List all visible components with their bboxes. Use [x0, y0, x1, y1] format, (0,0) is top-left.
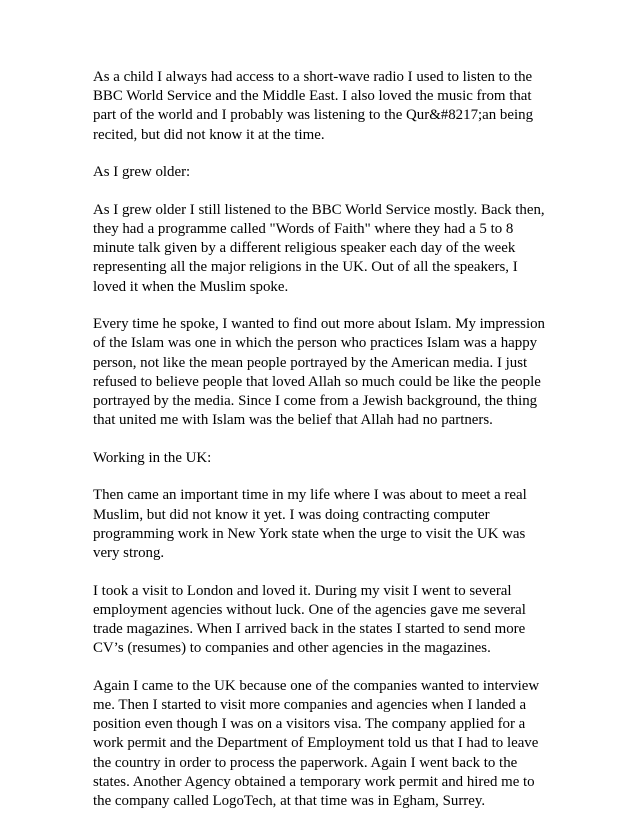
text-line: As I grew older:: [93, 164, 191, 181]
text-line: BBC World Service and the Middle East. I also loved the music from that: [93, 88, 532, 105]
text-line: Then came an important time in my life where I was about to meet a real: [93, 487, 527, 504]
paragraph-words-of-faith: [93, 201, 545, 297]
document-body: [93, 68, 545, 830]
paragraph-london-visit: [93, 582, 545, 659]
paragraph-work-permit: [93, 677, 545, 811]
text-line: the company called LogoTech, at that time was in Egham, Surrey.: [93, 793, 486, 810]
paragraph-impression-of-islam: [93, 315, 545, 430]
text-line: person, not like the mean people portrayed by the American media. I just: [93, 354, 528, 371]
text-line: refused to believe people that loved Allah so much could be like the people: [93, 373, 541, 390]
section-heading-working-in-uk: [93, 449, 545, 468]
text-line: trade magazines. When I arrived back in the states I started to send more: [93, 621, 526, 638]
section-heading-as-i-grew-older: [93, 163, 545, 182]
text-line: CV’s (resumes) to companies and other agencies in the magazines.: [93, 640, 491, 657]
text-line: me. Then I started to visit more companies and agencies when I landed a: [93, 697, 527, 714]
text-line: loved it when the Muslim spoke.: [93, 278, 289, 295]
text-line: Muslim, but did not know it yet. I was doing contracting computer: [93, 506, 490, 523]
text-line: As a child I always had access to a short-wave radio I used to listen to the: [93, 69, 533, 85]
text-line: I took a visit to London and loved it. During my visit I went to several: [93, 582, 512, 599]
text-line: position even though I was on a visitors visa. The company applied for a: [93, 716, 526, 733]
text-line: states. Another Agency obtained a temporary work permit and hired me to: [93, 773, 535, 790]
text-line: portrayed by the media. Since I come from a Jewish background, the thing: [93, 393, 538, 410]
text-line: representing all the major religions in the UK. Out of all the speakers, I: [93, 259, 518, 276]
text-line: As I grew older I still listened to the BBC World Service mostly. Back then,: [93, 201, 545, 218]
paragraph-important-time: [93, 486, 545, 563]
text-line: Working in the UK:: [93, 449, 212, 466]
text-line: employment agencies without luck. One of the agencies gave me several: [93, 601, 526, 618]
text-line: they had a programme called "Words of Faith" where they had a 5 to 8: [93, 221, 514, 237]
text-line: recited, but did not know it at the time.: [93, 126, 325, 143]
text-line: part of the world and I probably was listening to the Qur&#8217;an being: [93, 107, 534, 124]
text-line: very strong.: [93, 545, 165, 562]
text-line: of the Islam was one in which the person who practices Islam was a happy: [93, 335, 538, 352]
text-line: the country in order to process the paperwork. Again I went back to the: [93, 754, 518, 771]
text-line: minute talk given by a different religious speaker each day of the week: [93, 240, 516, 257]
text-line: that united me with Islam was the belief that Allah had no partners.: [93, 412, 493, 429]
text-line: Again I came to the UK because one of the companies wanted to interview: [93, 677, 540, 694]
text-line: work permit and the Department of Employment told us that I had to leave: [93, 735, 539, 752]
text-line: programming work in New York state when the urge to visit the UK was: [93, 525, 526, 542]
text-line: Every time he spoke, I wanted to find out more about Islam. My impression: [93, 316, 546, 333]
paragraph-childhood-radio: [93, 68, 545, 145]
